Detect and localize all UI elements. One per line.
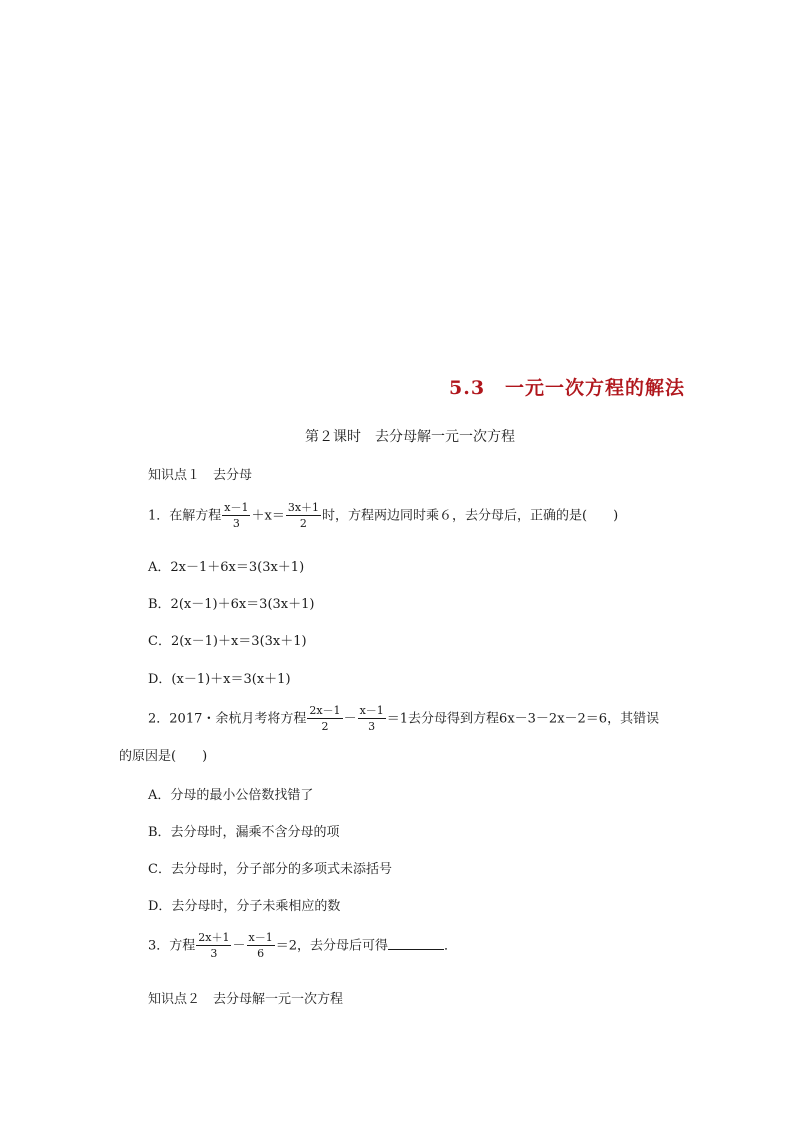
q1-option-c: C．2(x－1)＋x＝3(3x＋1) xyxy=(148,634,307,649)
q3-frac2-numerator: x－1 xyxy=(248,931,273,944)
q2-option-c: C．去分母时，分子部分的多项式未添括号 xyxy=(148,862,392,877)
q2-frac1-denominator: 2 xyxy=(321,720,329,733)
q2-prefix: 2．2017・余杭月考将方程 xyxy=(148,711,307,727)
q2-frac2-numerator: x－1 xyxy=(359,704,384,717)
q1-fraction-1 xyxy=(222,501,250,531)
q1-frac2-denominator: 2 xyxy=(299,517,307,530)
q2-option-a: A．分母的最小公倍数找错了 xyxy=(148,788,314,803)
q1-option-b: B．2(x－1)＋6x＝3(3x＋1) xyxy=(148,597,315,612)
q1-suffix: 时，方程两边同时乘６，去分母后，正确的是( ) xyxy=(322,508,619,524)
q3-fraction-2 xyxy=(247,931,275,961)
q2-stem-line-2: 的原因是( ) xyxy=(119,749,208,764)
question-2-stem xyxy=(148,704,659,734)
q1-mid: ＋x＝ xyxy=(251,508,285,524)
q1-frac2-numerator: 3x＋1 xyxy=(287,501,320,514)
q2-fraction-2 xyxy=(358,704,386,734)
q3-fraction-1 xyxy=(196,931,231,961)
q2-option-d: D．去分母时，分子未乘相应的数 xyxy=(148,899,341,914)
q1-fraction-2 xyxy=(286,501,321,531)
q3-answer-blank[interactable] xyxy=(388,937,444,950)
q3-prefix: 3．方程 xyxy=(148,938,196,954)
q3-mid: － xyxy=(232,938,246,954)
question-1-stem xyxy=(148,501,618,531)
lesson-subtitle: 第２课时 去分母解一元一次方程 xyxy=(305,429,515,445)
q3-frac1-numerator: 2x＋1 xyxy=(198,931,230,944)
q1-option-d: D．(x－1)＋x＝3(x＋1) xyxy=(148,672,291,687)
knowledge-point-2-heading: 知识点２ 去分母解一元一次方程 xyxy=(148,992,344,1007)
question-3-stem xyxy=(148,931,457,961)
q3-end: ． xyxy=(443,938,457,954)
q3-frac1-denominator: 3 xyxy=(210,947,218,960)
knowledge-point-1-heading: 知识点１ 去分母 xyxy=(148,468,253,483)
q2-fraction-1 xyxy=(307,704,342,734)
q2-frac1-numerator: 2x－1 xyxy=(309,704,341,717)
q1-option-a: A．2x－1＋6x＝3(3x＋1) xyxy=(148,560,305,575)
q2-suffix: ＝1去分母得到方程6x－3－2x－2＝6，其错误 xyxy=(386,711,660,727)
q3-suffix: ＝2，去分母后可得 xyxy=(275,938,388,954)
q1-frac1-numerator: x－1 xyxy=(224,501,249,514)
q2-frac2-denominator: 3 xyxy=(368,720,376,733)
q2-option-b: B．去分母时，漏乘不含分母的项 xyxy=(148,825,340,840)
q1-frac1-denominator: 3 xyxy=(232,517,240,530)
q3-frac2-denominator: 6 xyxy=(257,947,265,960)
lesson-title: 5.3 一元一次方程的解法 xyxy=(449,377,686,399)
q2-mid: － xyxy=(343,711,357,727)
q1-prefix: 1．在解方程 xyxy=(148,508,222,524)
